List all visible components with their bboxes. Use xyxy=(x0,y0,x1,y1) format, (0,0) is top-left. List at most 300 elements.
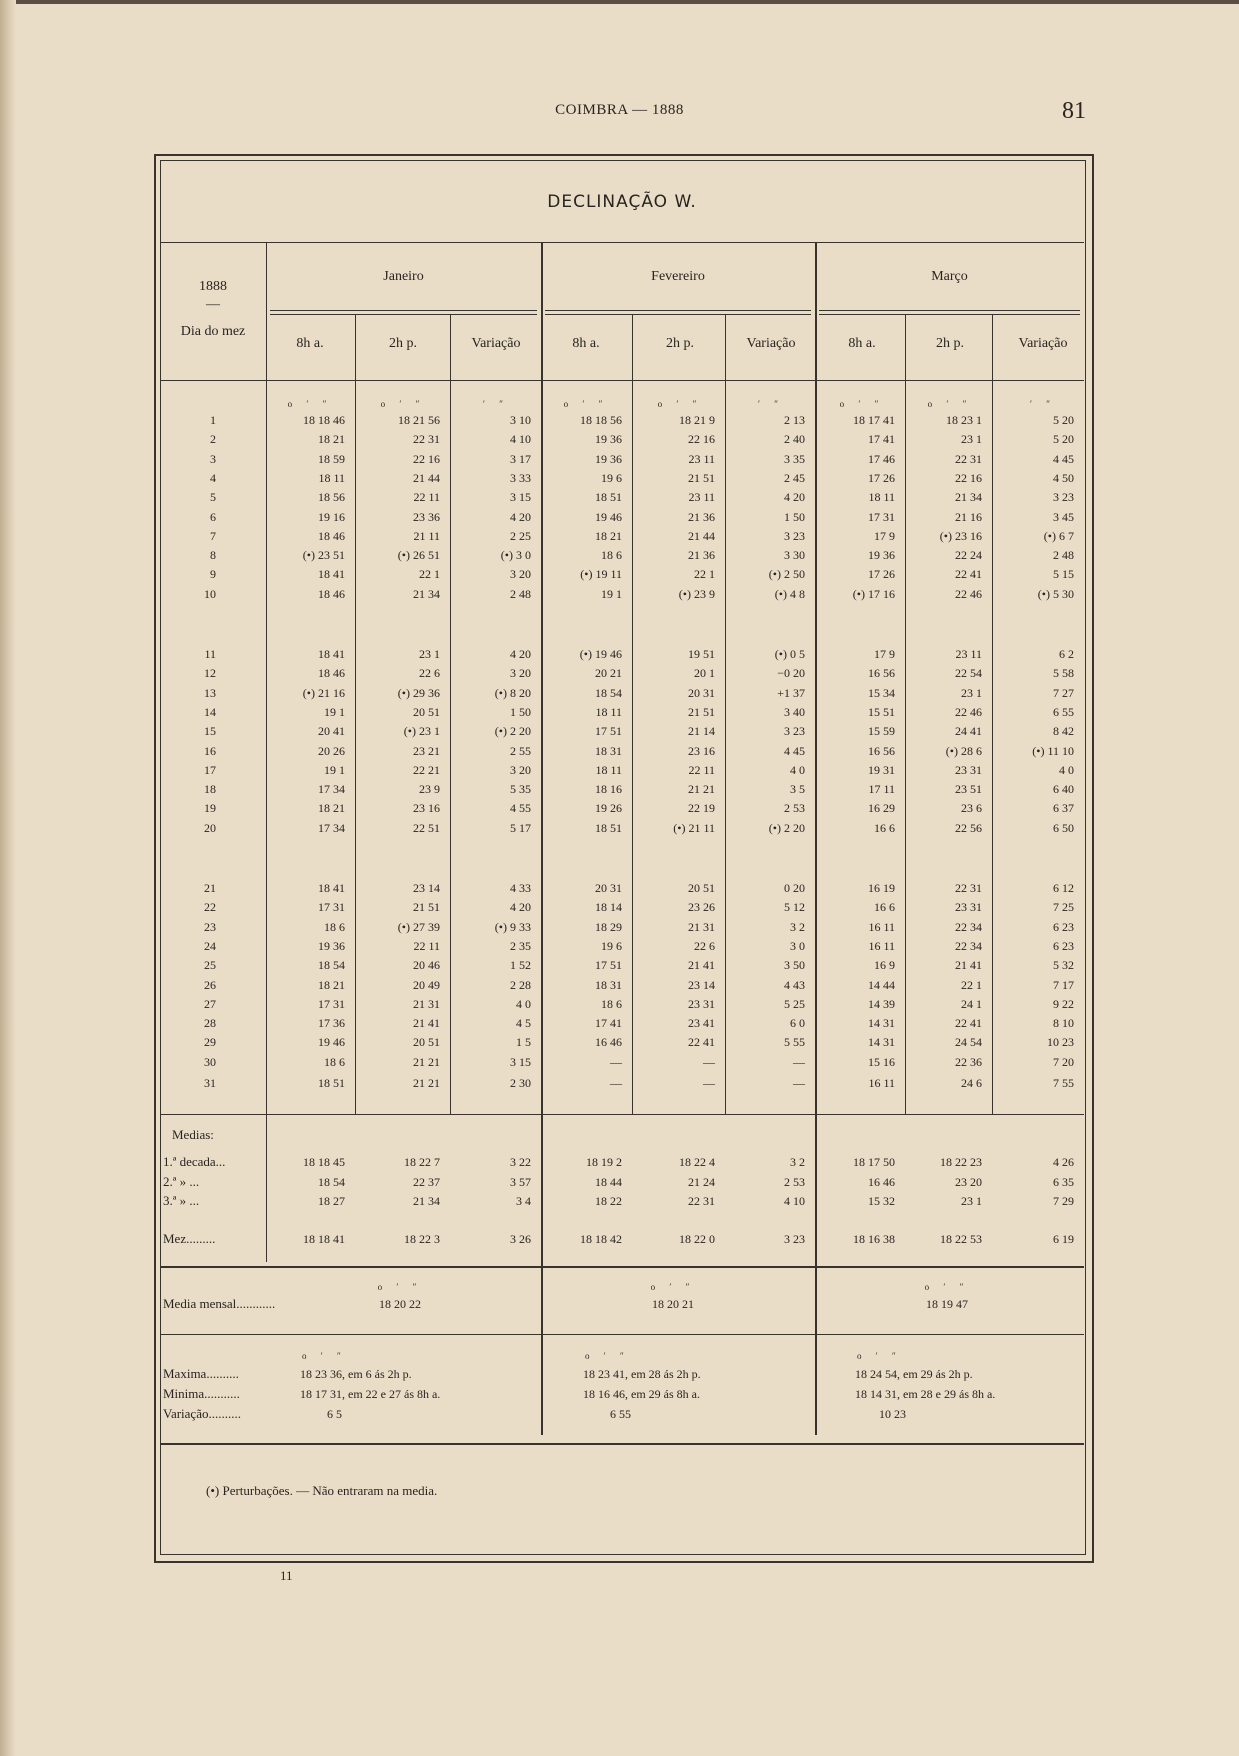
subhead-1-1: 2h p. xyxy=(666,336,694,351)
table-cell: 4 50 xyxy=(1053,470,1074,485)
table-cell: 3 15 xyxy=(510,1054,531,1069)
table-cell: 3 23 xyxy=(784,528,805,543)
subcolumn-rule-1 xyxy=(450,314,451,1114)
table-row-day: 4 xyxy=(210,470,216,485)
table-cell: 16 11 xyxy=(868,938,895,953)
table-cell: 17 34 xyxy=(318,820,345,835)
table-row-day: 5 xyxy=(210,490,216,505)
table-cell: — xyxy=(793,1076,805,1090)
subhead-0-2: Variação xyxy=(471,336,521,351)
table-cell: 10 23 xyxy=(1047,1035,1074,1050)
table-cell: 2 53 xyxy=(784,801,805,816)
subcolumn-rule-5 xyxy=(992,314,993,1114)
table-cell: 3 0 xyxy=(790,938,805,953)
table-cell: 17 34 xyxy=(318,782,345,797)
header-bottom-rule xyxy=(160,380,1084,381)
month-rule-top-2 xyxy=(819,310,1080,311)
units-1-0: o ′ ″ xyxy=(563,399,609,409)
table-cell: 22 31 xyxy=(955,451,982,466)
table-cell: 16 11 xyxy=(868,919,895,934)
table-cell: 17 41 xyxy=(595,1016,622,1031)
table-cell: 18 31 xyxy=(595,977,622,992)
extreme-value-marco: 18 24 54, em 29 ás 2h p. xyxy=(855,1367,973,1381)
table-cell: 20 41 xyxy=(318,724,345,739)
page-binding-edge xyxy=(0,0,16,1756)
table-cell: 18 11 xyxy=(318,470,345,485)
table-cell: 16 6 xyxy=(874,900,895,915)
table-cell: 21 41 xyxy=(688,958,715,973)
table-cell: 3 5 xyxy=(790,782,805,797)
subhead-1-0: 8h a. xyxy=(572,336,600,351)
subhead-2-2: Variação xyxy=(1018,336,1068,351)
month-header-0: Janeiro xyxy=(383,269,424,284)
mez-cell: 18 22 53 xyxy=(940,1232,982,1246)
table-cell: 1 50 xyxy=(784,509,805,524)
table-cell: 17 26 xyxy=(868,567,895,582)
table-cell: 17 31 xyxy=(318,900,345,915)
units-2-2: ′ ″ xyxy=(1030,399,1056,409)
table-cell: 2 40 xyxy=(784,432,805,447)
table-cell: (•) 27 39 xyxy=(397,919,440,934)
table-cell: 4 43 xyxy=(784,977,805,992)
month-rule-top-1 xyxy=(545,310,811,311)
subhead-0-0: 8h a. xyxy=(296,336,324,351)
table-cell: (•) 23 9 xyxy=(678,586,715,601)
table-cell: — xyxy=(610,1054,622,1069)
table-cell: 18 51 xyxy=(595,490,622,505)
medias-cell: 4 10 xyxy=(784,1194,805,1208)
table-cell: 21 14 xyxy=(688,724,715,739)
table-cell: 3 10 xyxy=(510,413,531,427)
table-cell: 19 16 xyxy=(318,509,345,524)
table-cell: 19 36 xyxy=(595,432,622,447)
table-row-day: 6 xyxy=(210,509,216,524)
table-cell: 20 21 xyxy=(595,666,622,681)
table-row-day: 26 xyxy=(204,977,216,992)
table-cell: 18 23 1 xyxy=(946,413,982,427)
media-mensal-value-0: 18 20 22 xyxy=(379,1297,421,1311)
table-cell: 22 11 xyxy=(413,490,440,505)
table-cell: 18 6 xyxy=(601,548,622,563)
table-cell: 7 17 xyxy=(1053,977,1074,992)
table-cell: 21 34 xyxy=(413,586,440,601)
table-cell: 17 11 xyxy=(868,782,895,797)
table-cell: 22 46 xyxy=(955,586,982,601)
table-cell: (•) 21 11 xyxy=(673,820,715,835)
table-row-day: 7 xyxy=(210,528,216,543)
medias-cell: 3 2 xyxy=(790,1155,805,1169)
table-cell: 22 21 xyxy=(413,762,440,777)
table-row-day: 25 xyxy=(204,958,216,973)
medias-cell: 21 34 xyxy=(413,1194,440,1208)
table-cell: 23 21 xyxy=(413,743,440,758)
table-cell: 3 20 xyxy=(510,762,531,777)
table-cell: 22 24 xyxy=(955,548,982,563)
subhead-0-1: 2h p. xyxy=(389,336,417,351)
table-cell: 23 11 xyxy=(688,490,715,505)
table-cell: 18 16 xyxy=(595,782,622,797)
table-cell: 5 20 xyxy=(1053,413,1074,427)
mez-cell: 18 22 3 xyxy=(404,1232,440,1246)
table-cell: 18 51 xyxy=(318,1076,345,1090)
sheet-signature-mark: 11 xyxy=(280,1568,293,1583)
extremes-units-fevereiro: o ′ ″ xyxy=(585,1351,630,1361)
table-cell: 18 31 xyxy=(595,743,622,758)
title-rule xyxy=(160,242,1084,243)
table-cell: 17 31 xyxy=(318,996,345,1011)
subhead-1-2: Variação xyxy=(746,336,796,351)
table-cell: 3 33 xyxy=(510,470,531,485)
table-cell: 22 34 xyxy=(955,919,982,934)
extremes-top-rule xyxy=(160,1334,1084,1335)
medias-cell: 15 32 xyxy=(868,1194,895,1208)
table-cell: 23 51 xyxy=(955,782,982,797)
media-mensal-units-1: o ′ ″ xyxy=(650,1282,696,1292)
table-cell: 5 20 xyxy=(1053,432,1074,447)
table-cell: (•) 0 5 xyxy=(774,647,805,661)
table-cell: 3 40 xyxy=(784,704,805,719)
month-rule-bottom-2 xyxy=(819,314,1080,315)
extreme-value-janeiro: 18 23 36, em 6 ás 2h p. xyxy=(300,1367,412,1381)
extreme-value-marco: 18 14 31, em 28 e 29 ás 8h a. xyxy=(855,1387,996,1401)
subhead-2-0: 8h a. xyxy=(848,336,876,351)
table-cell: 24 41 xyxy=(955,724,982,739)
table-cell: 22 1 xyxy=(419,567,440,582)
medias-cell: 2 53 xyxy=(784,1174,805,1189)
table-cell: 22 6 xyxy=(694,938,715,953)
medias-cell: 18 54 xyxy=(318,1174,345,1189)
table-cell: 22 46 xyxy=(955,704,982,719)
table-cell: (•) 2 50 xyxy=(768,567,805,582)
mez-cell: 3 23 xyxy=(784,1232,805,1246)
table-cell: (•) 5 30 xyxy=(1037,586,1074,601)
medias-row-label: 2.ª » ... xyxy=(163,1173,200,1189)
table-row-day: 16 xyxy=(204,743,216,758)
month-rule-top-0 xyxy=(270,310,537,311)
table-title: DECLINAÇÃO W. xyxy=(547,192,697,212)
table-cell: 5 55 xyxy=(784,1035,805,1050)
medias-cell: 18 27 xyxy=(318,1194,345,1208)
table-cell: 16 46 xyxy=(595,1035,622,1050)
table-cell: 22 11 xyxy=(688,762,715,777)
table-cell: 23 1 xyxy=(961,685,982,700)
table-cell: 23 26 xyxy=(688,900,715,915)
subcolumn-rule-4 xyxy=(905,314,906,1114)
units-1-2: ′ ″ xyxy=(758,399,784,409)
table-cell: 15 51 xyxy=(868,704,895,719)
table-cell: (•) 2 20 xyxy=(494,724,531,739)
table-cell: (•) 17 16 xyxy=(852,586,895,601)
table-cell: 16 6 xyxy=(874,820,895,835)
medias-top-rule xyxy=(160,1114,1084,1115)
table-cell: 16 11 xyxy=(868,1076,895,1090)
table-cell: 17 46 xyxy=(868,451,895,466)
medias-cell: 23 20 xyxy=(955,1174,982,1189)
medias-cell: 3 22 xyxy=(510,1155,531,1169)
table-cell: 18 11 xyxy=(595,704,622,719)
table-cell: 23 6 xyxy=(961,801,982,816)
table-cell: 24 6 xyxy=(961,1076,982,1090)
table-cell: 23 14 xyxy=(688,977,715,992)
table-cell: 18 21 xyxy=(318,432,345,447)
table-cell: 20 26 xyxy=(318,743,345,758)
medias-cell: 23 1 xyxy=(961,1194,982,1208)
table-cell: — xyxy=(610,1076,622,1090)
table-cell: 17 26 xyxy=(868,470,895,485)
table-cell: 3 23 xyxy=(784,724,805,739)
year-label: 1888 xyxy=(199,279,227,294)
table-cell: 23 31 xyxy=(688,996,715,1011)
table-cell: 21 41 xyxy=(955,958,982,973)
table-cell: 18 6 xyxy=(601,996,622,1011)
table-cell: — xyxy=(793,1054,805,1069)
units-2-1: o ′ ″ xyxy=(927,399,973,409)
table-cell: 23 31 xyxy=(955,762,982,777)
table-cell: 6 0 xyxy=(790,1016,805,1031)
medias-cell: 18 18 45 xyxy=(303,1155,345,1169)
table-cell: 18 54 xyxy=(595,685,622,700)
table-cell: 23 9 xyxy=(419,782,440,797)
stub-column-rule xyxy=(266,242,267,1262)
table-cell: 19 46 xyxy=(595,509,622,524)
table-cell: 21 34 xyxy=(955,490,982,505)
medias-cell: 18 22 xyxy=(595,1194,622,1208)
table-cell: 8 42 xyxy=(1053,724,1074,739)
table-cell: 17 51 xyxy=(595,724,622,739)
medias-cell: 18 17 50 xyxy=(853,1155,895,1169)
table-row-day: 20 xyxy=(204,820,216,835)
table-cell: 18 41 xyxy=(318,567,345,582)
units-0-1: o ′ ″ xyxy=(380,399,426,409)
table-cell: 4 20 xyxy=(510,647,531,661)
table-cell: 20 31 xyxy=(688,685,715,700)
table-cell: 14 39 xyxy=(868,996,895,1011)
table-cell: 16 56 xyxy=(868,666,895,681)
table-cell: 22 36 xyxy=(955,1054,982,1069)
table-cell: 22 56 xyxy=(955,820,982,835)
table-cell: 5 35 xyxy=(510,782,531,797)
table-cell: 2 45 xyxy=(784,470,805,485)
table-cell: 4 0 xyxy=(790,762,805,777)
table-cell: 21 21 xyxy=(688,782,715,797)
medias-cell: 18 22 7 xyxy=(404,1155,440,1169)
extreme-value-fevereiro: 6 55 xyxy=(610,1407,631,1421)
table-cell: 19 1 xyxy=(601,586,622,601)
month-header-1: Fevereiro xyxy=(651,269,705,284)
table-cell: 3 30 xyxy=(784,548,805,563)
table-cell: 2 55 xyxy=(510,743,531,758)
table-row-day: 17 xyxy=(204,762,216,777)
table-cell: 5 15 xyxy=(1053,567,1074,582)
table-cell: 20 51 xyxy=(413,1035,440,1050)
table-cell: (•) 2 20 xyxy=(768,820,805,835)
table-cell: 19 1 xyxy=(324,704,345,719)
table-cell: — xyxy=(703,1054,715,1069)
extremes-units-marco: o ′ ″ xyxy=(857,1351,902,1361)
table-row-day: 11 xyxy=(204,647,216,661)
extreme-value-marco: 10 23 xyxy=(879,1407,906,1421)
table-row-day: 18 xyxy=(204,782,216,797)
mez-cell: 18 18 41 xyxy=(303,1232,345,1246)
table-cell: (•) 8 20 xyxy=(494,685,531,700)
table-cell: 23 1 xyxy=(419,647,440,661)
table-cell: 21 51 xyxy=(688,704,715,719)
table-cell: 22 31 xyxy=(955,881,982,895)
table-cell: 23 11 xyxy=(955,647,982,661)
table-cell: 6 12 xyxy=(1053,881,1074,895)
table-cell: 19 51 xyxy=(688,647,715,661)
table-cell: 18 14 xyxy=(595,900,622,915)
table-row-day: 30 xyxy=(204,1054,216,1069)
mez-cell: 18 22 0 xyxy=(679,1232,715,1246)
table-cell: 22 19 xyxy=(688,801,715,816)
table-cell: 20 1 xyxy=(694,666,715,681)
table-cell: 21 36 xyxy=(688,548,715,563)
table-cell: 15 16 xyxy=(868,1054,895,1069)
media-mensal-units-2: o ′ ″ xyxy=(924,1282,970,1292)
table-cell: 1 50 xyxy=(510,704,531,719)
medias-cell: 7 29 xyxy=(1053,1194,1074,1208)
table-cell: (•) 23 16 xyxy=(939,528,982,543)
medias-cell: 6 35 xyxy=(1053,1174,1074,1189)
table-cell: 16 9 xyxy=(874,958,895,973)
table-cell: 19 31 xyxy=(868,762,895,777)
table-cell: 4 0 xyxy=(1059,762,1074,777)
media-mensal-label: Media mensal............ xyxy=(163,1296,276,1311)
table-cell: 6 55 xyxy=(1053,704,1074,719)
table-cell: 23 16 xyxy=(688,743,715,758)
page-number: 81 xyxy=(1062,98,1086,124)
table-row-day: 28 xyxy=(204,1016,216,1031)
table-cell: 4 20 xyxy=(510,900,531,915)
table-cell: 22 1 xyxy=(694,567,715,582)
mez-cell: 18 18 42 xyxy=(580,1232,622,1246)
media-mensal-value-2: 18 19 47 xyxy=(926,1297,968,1311)
table-cell: 23 11 xyxy=(688,451,715,466)
table-cell: 23 41 xyxy=(688,1016,715,1031)
table-cell: 14 44 xyxy=(868,977,895,992)
table-cell: 2 48 xyxy=(1053,548,1074,563)
table-row-day: 22 xyxy=(204,900,216,915)
table-cell: 3 2 xyxy=(790,919,805,934)
medias-cell: 21 24 xyxy=(688,1174,715,1189)
table-cell: 22 16 xyxy=(413,451,440,466)
table-cell: 21 44 xyxy=(413,470,440,485)
table-cell: 18 29 xyxy=(595,919,622,934)
media-mensal-units-0: o ′ ″ xyxy=(377,1282,423,1292)
table-cell: 8 10 xyxy=(1053,1016,1074,1031)
table-cell: 3 23 xyxy=(1053,490,1074,505)
table-frame-inner xyxy=(160,160,1086,1555)
subcolumn-rule-0 xyxy=(355,314,356,1114)
table-row-day: 13 xyxy=(204,685,216,700)
table-cell: 17 41 xyxy=(868,432,895,447)
table-cell: (•) 28 6 xyxy=(945,743,982,758)
extreme-value-fevereiro: 18 16 46, em 29 ás 8h a. xyxy=(583,1387,700,1401)
table-row-day: 3 xyxy=(210,451,216,466)
table-cell: 3 20 xyxy=(510,567,531,582)
table-cell: +1 37 xyxy=(777,685,805,700)
table-cell: 7 27 xyxy=(1053,685,1074,700)
table-cell: 23 14 xyxy=(413,881,440,895)
table-cell: 18 11 xyxy=(868,490,895,505)
table-cell: 6 23 xyxy=(1053,919,1074,934)
table-cell: 21 41 xyxy=(413,1016,440,1031)
table-cell: (•) 21 16 xyxy=(302,685,345,700)
month-rule-fevereiro-marco xyxy=(815,242,817,1435)
table-cell: 18 56 xyxy=(318,490,345,505)
media-mensal-value-1: 18 20 21 xyxy=(652,1297,694,1311)
table-cell: 17 36 xyxy=(318,1016,345,1031)
table-cell: (•) 6 7 xyxy=(1043,528,1074,543)
table-row-day: 29 xyxy=(204,1035,216,1050)
table-row-day: 31 xyxy=(204,1076,216,1090)
table-cell: 18 21 9 xyxy=(679,413,715,427)
table-cell: 4 45 xyxy=(784,743,805,758)
month-rule-bottom-1 xyxy=(545,314,811,315)
table-cell: 15 59 xyxy=(868,724,895,739)
units-1-1: o ′ ″ xyxy=(657,399,703,409)
table-cell: 4 20 xyxy=(784,490,805,505)
table-cell: 2 13 xyxy=(784,413,805,427)
table-row-day: 27 xyxy=(204,996,216,1011)
table-cell: 18 21 xyxy=(318,977,345,992)
medias-row-label: 3.ª » ... xyxy=(163,1193,200,1208)
table-cell: 21 21 xyxy=(413,1054,440,1069)
units-2-0: o ′ ″ xyxy=(839,399,885,409)
table-cell: 19 36 xyxy=(595,451,622,466)
table-cell: 2 48 xyxy=(510,586,531,601)
extreme-value-janeiro: 18 17 31, em 22 e 27 ás 8h a. xyxy=(300,1387,441,1401)
medias-cell: 18 19 2 xyxy=(586,1155,622,1169)
medias-cell: 22 31 xyxy=(688,1194,715,1208)
table-row-day: 2 xyxy=(210,432,216,447)
table-cell: 17 9 xyxy=(874,647,895,661)
medias-cell: 18 44 xyxy=(595,1174,622,1189)
table-cell: 22 16 xyxy=(688,432,715,447)
footnote-top-rule xyxy=(160,1443,1084,1445)
table-cell: 4 20 xyxy=(510,509,531,524)
table-cell: 16 56 xyxy=(868,743,895,758)
table-cell: 7 20 xyxy=(1053,1054,1074,1069)
table-cell: 21 36 xyxy=(688,509,715,524)
medias-cell: 22 37 xyxy=(413,1174,440,1189)
table-cell: 18 18 56 xyxy=(580,413,622,427)
table-cell: 23 1 xyxy=(961,432,982,447)
table-cell: 20 51 xyxy=(688,881,715,895)
table-row-day: 19 xyxy=(204,801,216,816)
table-cell: 23 16 xyxy=(413,801,440,816)
table-cell: 20 49 xyxy=(413,977,440,992)
table-cell: 15 34 xyxy=(868,685,895,700)
mez-cell: 6 19 xyxy=(1053,1232,1074,1246)
table-cell: 18 41 xyxy=(318,881,345,895)
table-cell: 4 10 xyxy=(510,432,531,447)
table-cell: (•) 23 1 xyxy=(403,724,440,739)
extremes-units-janeiro: o ′ ″ xyxy=(302,1351,347,1361)
table-cell: 5 32 xyxy=(1053,958,1074,973)
page-top-edge xyxy=(0,0,1239,4)
table-cell: 18 51 xyxy=(595,820,622,835)
table-cell: 18 54 xyxy=(318,958,345,973)
table-row-day: 21 xyxy=(204,881,216,895)
extreme-value-janeiro: 6 5 xyxy=(327,1407,342,1421)
table-cell: 14 31 xyxy=(868,1035,895,1050)
table-cell: 3 20 xyxy=(510,666,531,681)
table-cell: 16 19 xyxy=(868,881,895,895)
month-header-2: Março xyxy=(931,269,968,284)
table-cell: 17 51 xyxy=(595,958,622,973)
